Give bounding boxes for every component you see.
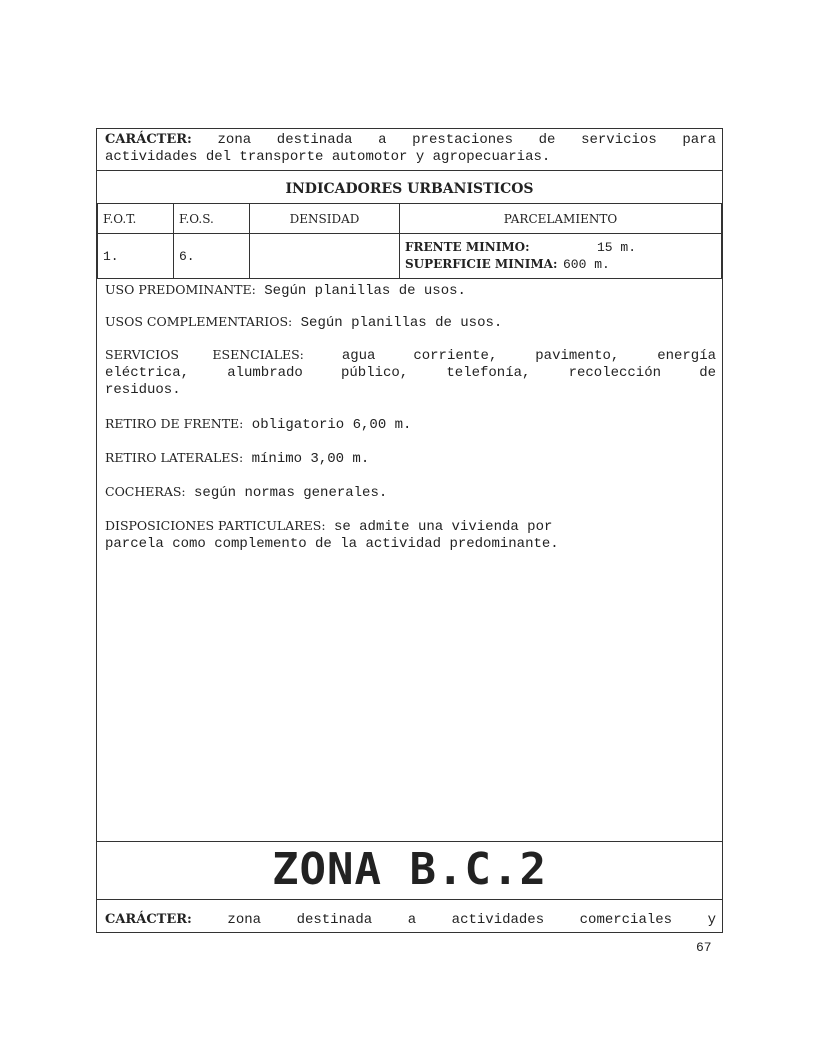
caracter-label: CARÁCTER: (105, 132, 192, 147)
bottom-border (97, 932, 722, 933)
caracter-line-1: CARÁCTER: zona destinada a prestaciones de servicios para (105, 132, 716, 148)
divider (97, 170, 722, 171)
caracter-section (105, 131, 716, 166)
uso-predominante: USO PREDOMINANTE: Según planillas de usos. (105, 282, 466, 299)
zone-sheet (96, 128, 723, 933)
disposiciones-particulares: DISPOSICIONES PARTICULARES: se admite una vivienda por parcela como complemento de la actividad predominante. (105, 518, 559, 552)
superficie-value: 600 m. (563, 257, 610, 272)
caracter-2-label: CARÁCTER: (105, 912, 192, 927)
header-fot: F.O.T. (98, 204, 174, 234)
zona-title: ZONA B.C.2 (272, 844, 547, 895)
table-value-row (98, 234, 722, 279)
indicadores-table (97, 203, 722, 279)
frente-label: FRENTE MINIMO: (405, 240, 530, 254)
caracter-line-2: actividades del transporte automotor y agropecuarias. (105, 149, 551, 165)
superficie-label: SUPERFICIE MINIMA: (405, 257, 558, 271)
retiro-laterales: RETIRO LATERALES: mínimo 3,00 m. (105, 450, 370, 467)
header-parcelamiento: PARCELAMIENTO (400, 204, 722, 234)
page-number: 67 (696, 940, 712, 955)
divider (97, 899, 722, 900)
header-densidad: DENSIDAD (250, 204, 400, 234)
cocheras: COCHERAS: según normas generales. (105, 484, 388, 501)
indicadores-title: INDICADORES URBANISTICOS (285, 181, 534, 197)
servicios-esenciales: SERVICIOS ESENCIALES: agua corriente, pavimento, energía eléctrica, alumbrado público, telefonía, recolección de residuos. (105, 347, 717, 398)
value-parcelamiento (400, 234, 722, 279)
usos-complementarios: USOS COMPLEMENTARIOS: Según planillas de usos. (105, 314, 503, 331)
frente-value: 15 m. (597, 240, 637, 255)
value-fos: 6. (174, 234, 250, 279)
table-header-row (98, 204, 722, 234)
caracter-2-section: CARÁCTER: zona destinada a actividades comerciales y (105, 912, 717, 928)
top-border (97, 128, 722, 129)
value-densidad (250, 234, 400, 279)
value-fot: 1. (98, 234, 174, 279)
header-fos: F.O.S. (174, 204, 250, 234)
retiro-frente: RETIRO DE FRENTE: obligatorio 6,00 m. (105, 416, 412, 433)
